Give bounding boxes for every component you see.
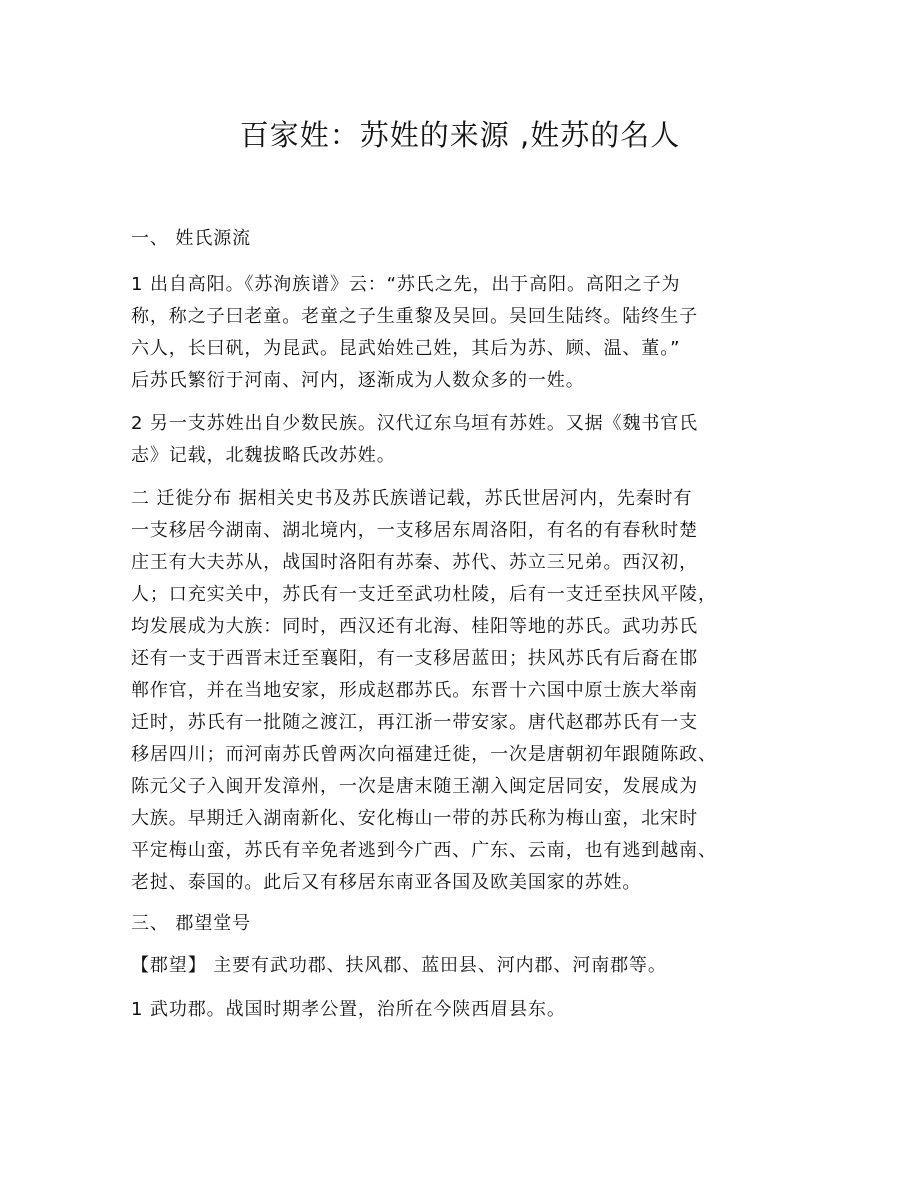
- text-line: 二 迁徙分布 据相关史书及苏氏族谱记载，苏氏世居河内，先秦时有: [131, 488, 693, 509]
- text-line: 移居四川；而河南苏氏曾两次向福建迁徙，一次是唐朝初年跟随陈政、: [131, 744, 717, 765]
- text-line: 称，称之子曰老童。老童之子生重黎及吴回。吴回生陆终。陆终生子: [131, 306, 698, 327]
- text-line: 迁时，苏氏有一批随之渡江，再江浙一带安家。唐代赵郡苏氏有一支: [131, 712, 698, 733]
- text-line: 还有一支于西晋末迁至襄阳，有一支移居蓝田；扶风苏氏有后裔在邯: [131, 648, 698, 669]
- text-line: 大族。早期迁入湖南新化、安化梅山一带的苏氏称为梅山蛮，北宋时: [131, 808, 698, 829]
- text-line: 1 武功郡。战国时期孝公置，治所在今陕西眉县东。: [131, 999, 566, 1020]
- text-line: 平定梅山蛮，苏氏有辛免者逃到今广西、广东、云南，也有逃到越南、: [131, 840, 717, 861]
- heading-text: 三、 郡望堂号: [131, 913, 252, 934]
- text-line: 志》记载，北魏拔略氏改苏姓。: [131, 445, 396, 466]
- text-line: 老挝、泰国的。此后又有移居东南亚各国及欧美国家的苏姓。: [131, 872, 642, 893]
- paragraph-junwang: [131, 950, 731, 982]
- section-heading-origin: [131, 223, 731, 255]
- text-line: 郸作官，并在当地安家，形成赵郡苏氏。东晋十六国中原士族大举南: [131, 680, 698, 701]
- text-line: 陈元父子入闽开发漳州，一次是唐末随王潮入闽定居同安，发展成为: [131, 776, 698, 797]
- text-line: 2 另一支苏姓出自少数民族。汉代辽东乌垣有苏姓。又据《魏书官氏: [131, 413, 699, 434]
- section-heading-junwang: [131, 908, 731, 940]
- text-line: 一支移居今湖南、湖北境内，一支移居东周洛阳，有名的有春秋时楚: [131, 520, 698, 541]
- document-title: 百家姓：苏姓的来源 ,姓苏的名人: [239, 118, 681, 152]
- text-line: 【郡望】 主要有武功郡、扶风郡、蓝田县、河内郡、河南郡等。: [131, 955, 667, 976]
- text-line: 后苏氏繁衍于河南、河内，逐渐成为人数众多的一姓。: [131, 370, 585, 391]
- text-line: 庄王有大夫苏从，战国时洛阳有苏秦、苏代、苏立三兄弟。西汉初，: [131, 552, 698, 573]
- text-line: 均发展成为大族：同时，西汉还有北海、桂阳等地的苏氏。武功苏氏: [131, 616, 698, 637]
- text-line: 人；口充实关中，苏氏有一支迁至武功杜陵，后有一支迁至扶风平陵，: [131, 584, 717, 605]
- text-line: 六人，长曰矾，为昆武。昆武始姓己姓，其后为苏、顾、温、董。”: [131, 338, 681, 359]
- paragraph-origin-gaoyang: [131, 269, 731, 397]
- paragraph-wugong: [131, 994, 731, 1026]
- paragraph-migration: [131, 483, 731, 899]
- heading-text: 一、 姓氏源流: [131, 228, 252, 249]
- text-line: 1 出自高阳。《苏洵族谱》云：“苏氏之先，出于高阳。高阳之子为: [131, 274, 681, 295]
- paragraph-origin-minority: [131, 408, 731, 472]
